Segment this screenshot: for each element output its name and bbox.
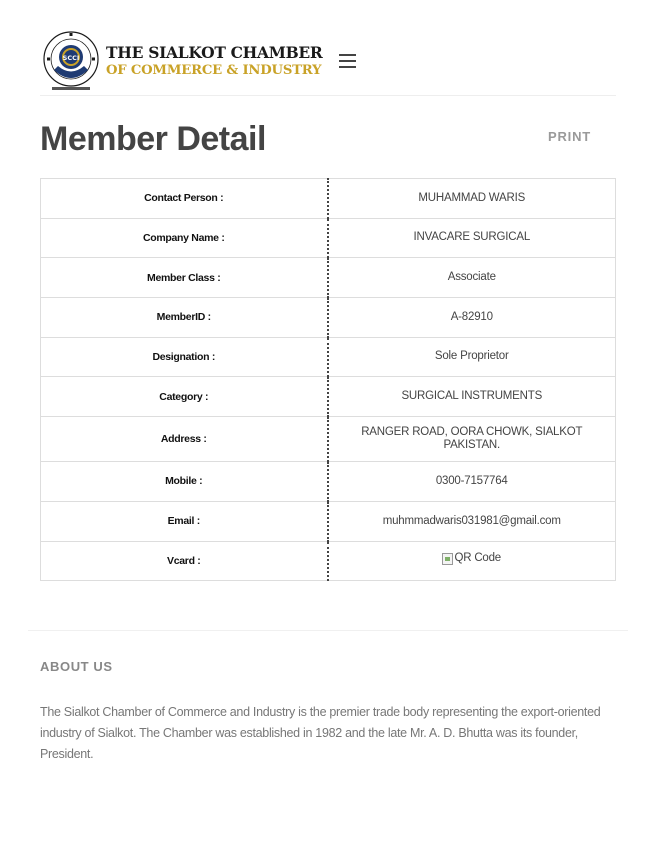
qr-code-alt-text: QR Code — [454, 552, 502, 565]
table-row — [41, 462, 616, 502]
table-row — [41, 541, 616, 581]
member-class-label: Member Class : — [41, 258, 328, 298]
qr-code-image[interactable] — [442, 552, 501, 565]
designation-label: Designation : — [41, 337, 328, 377]
address-value: RANGER ROAD, OORA CHOWK, SIALKOT PAKISTAN. — [328, 417, 616, 462]
category-label: Category : — [41, 377, 328, 417]
designation-value: Sole Proprietor — [328, 337, 616, 377]
member-id-value: A-82910 — [328, 298, 616, 338]
email-label: Email : — [41, 501, 328, 541]
member-class-value: Associate — [328, 258, 616, 298]
table-row — [41, 218, 616, 258]
mobile-value: 0300-7157764 — [328, 462, 616, 502]
broken-image-icon — [442, 553, 453, 565]
brand-name-line1: THE SIALKOT CHAMBER — [106, 43, 323, 63]
footer-divider — [28, 630, 628, 631]
contact-person-label: Contact Person : — [41, 179, 328, 219]
vcard-label: Vcard : — [41, 541, 328, 581]
category-value: SURGICAL INSTRUMENTS — [328, 377, 616, 417]
table-row — [41, 179, 616, 219]
print-button[interactable]: PRINT — [548, 129, 591, 144]
site-logo[interactable] — [40, 28, 323, 94]
table-row — [41, 417, 616, 462]
table-row — [41, 258, 616, 298]
company-name-label: Company Name : — [41, 218, 328, 258]
mobile-label: Mobile : — [41, 462, 328, 502]
table-row — [41, 377, 616, 417]
member-id-label: MemberID : — [41, 298, 328, 338]
svg-text:SCCI: SCCI — [62, 54, 80, 62]
table-row — [41, 501, 616, 541]
hamburger-menu-icon[interactable] — [339, 54, 357, 68]
about-us-heading: ABOUT US — [40, 659, 113, 674]
member-detail-table — [40, 178, 616, 581]
vcard-cell — [328, 541, 616, 581]
brand-name-line2: OF COMMERCE & INDUSTRY — [106, 62, 322, 78]
page-title: Member Detail — [40, 120, 266, 158]
about-us-text: The Sialkot Chamber of Commerce and Industry is the premier trade body representing the export-oriented industry of Sialkot. The Chamber was established in 1982 and the late Mr. A. D. Bhutta was its founder, President. — [40, 705, 601, 761]
table-row — [41, 298, 616, 338]
address-label: Address : — [41, 417, 328, 462]
site-header — [40, 28, 616, 96]
chamber-seal-icon — [40, 30, 102, 92]
company-name-value: INVACARE SURGICAL — [328, 218, 616, 258]
contact-person-value: MUHAMMAD WARIS — [328, 179, 616, 219]
email-value: muhmmadwaris031981@gmail.com — [328, 501, 616, 541]
table-row — [41, 337, 616, 377]
